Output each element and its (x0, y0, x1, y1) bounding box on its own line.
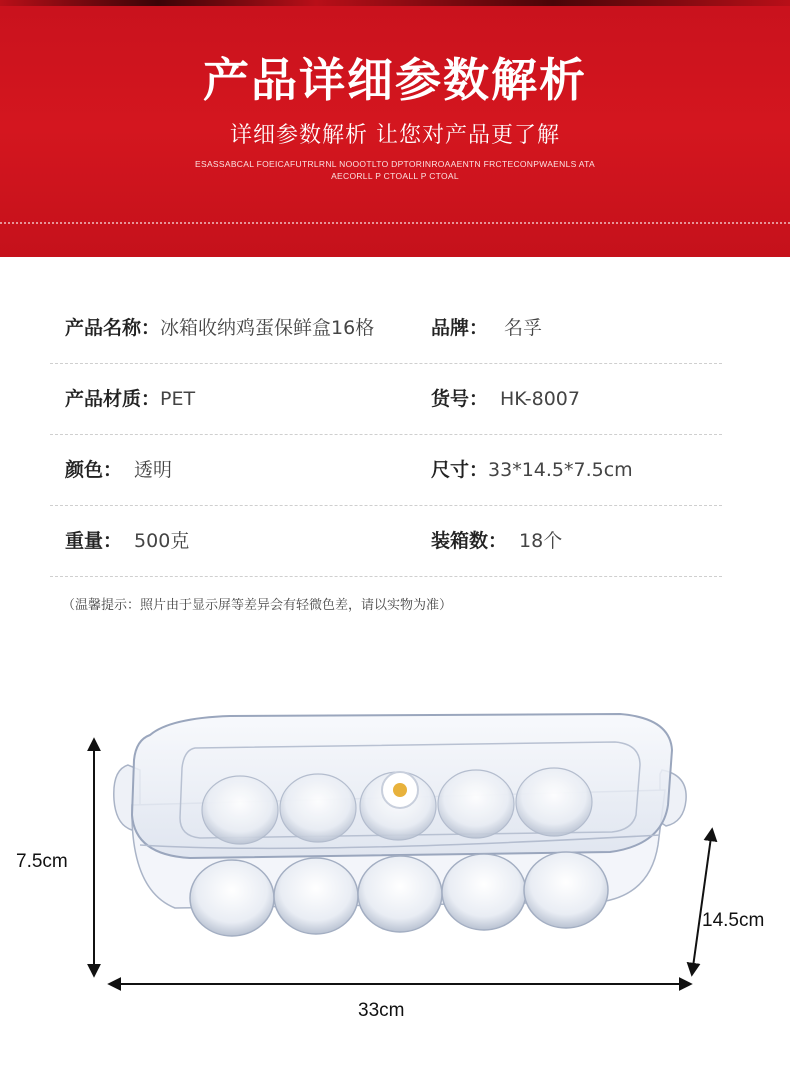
spec-value: 名孚 (504, 317, 543, 339)
spec-carton-qty (431, 506, 562, 576)
spec-label: 尺寸： (431, 459, 489, 481)
spec-row-name-brand (50, 293, 722, 364)
spec-label: 产品材质： (65, 388, 161, 410)
spec-color (65, 435, 172, 505)
spec-label: 重量： (65, 530, 123, 552)
spec-row-material-sku (50, 364, 722, 435)
header-banner (0, 0, 790, 257)
spec-value: 透明 (134, 459, 173, 481)
spec-row-weight-carton (50, 506, 722, 577)
spec-row-color-size (50, 435, 722, 506)
banner-english-line-2: AECORLL P CTOALL P CTOAL (331, 171, 459, 181)
color-disclaimer-note: （温馨提示：照片由于显示屏等差异会有轻微色差，请以实物为准） (62, 598, 453, 613)
height-dimension-label: 7.5cm (16, 851, 68, 872)
banner-english-line-1: ESASSABCAL FOEICAFUTRLRNL NOOOTLTO DPTORINROAAENTN FRCTECONPWAENLS ATA (195, 159, 595, 169)
spec-value: 18个 (519, 530, 563, 552)
product-dimension-figure (0, 640, 790, 1074)
depth-arrow (692, 830, 712, 974)
spec-label: 产品名称： (65, 317, 161, 339)
spec-label: 装箱数： (431, 530, 508, 552)
spec-material (65, 364, 195, 434)
banner-dotted-divider (0, 222, 790, 224)
banner-subtitle: 详细参数解析 让您对产品更了解 (230, 123, 560, 148)
banner-top-strip (0, 0, 790, 6)
front-row-cups (190, 852, 608, 936)
spec-label: 货号： (431, 388, 489, 410)
date-dial-icon (382, 772, 418, 808)
spec-size (431, 435, 633, 505)
banner-english-text (150, 158, 640, 182)
spec-label: 品牌： (431, 317, 489, 339)
banner-title: 产品详细参数解析 (203, 53, 587, 107)
depth-dimension-label: 14.5cm (702, 910, 765, 931)
width-dimension-label: 33cm (358, 1000, 405, 1021)
spec-brand (431, 293, 542, 363)
spec-value: 33*14.5*7.5cm (488, 459, 633, 481)
spec-value: PET (160, 388, 196, 410)
spec-product-name (65, 293, 374, 363)
spec-value: HK-8007 (500, 388, 580, 410)
spec-label: 颜色： (65, 459, 123, 481)
spec-value: 冰箱收纳鸡蛋保鲜盒16格 (160, 317, 375, 339)
spec-value: 500克 (134, 530, 190, 552)
spec-weight (65, 506, 189, 576)
spec-sku (431, 364, 580, 434)
